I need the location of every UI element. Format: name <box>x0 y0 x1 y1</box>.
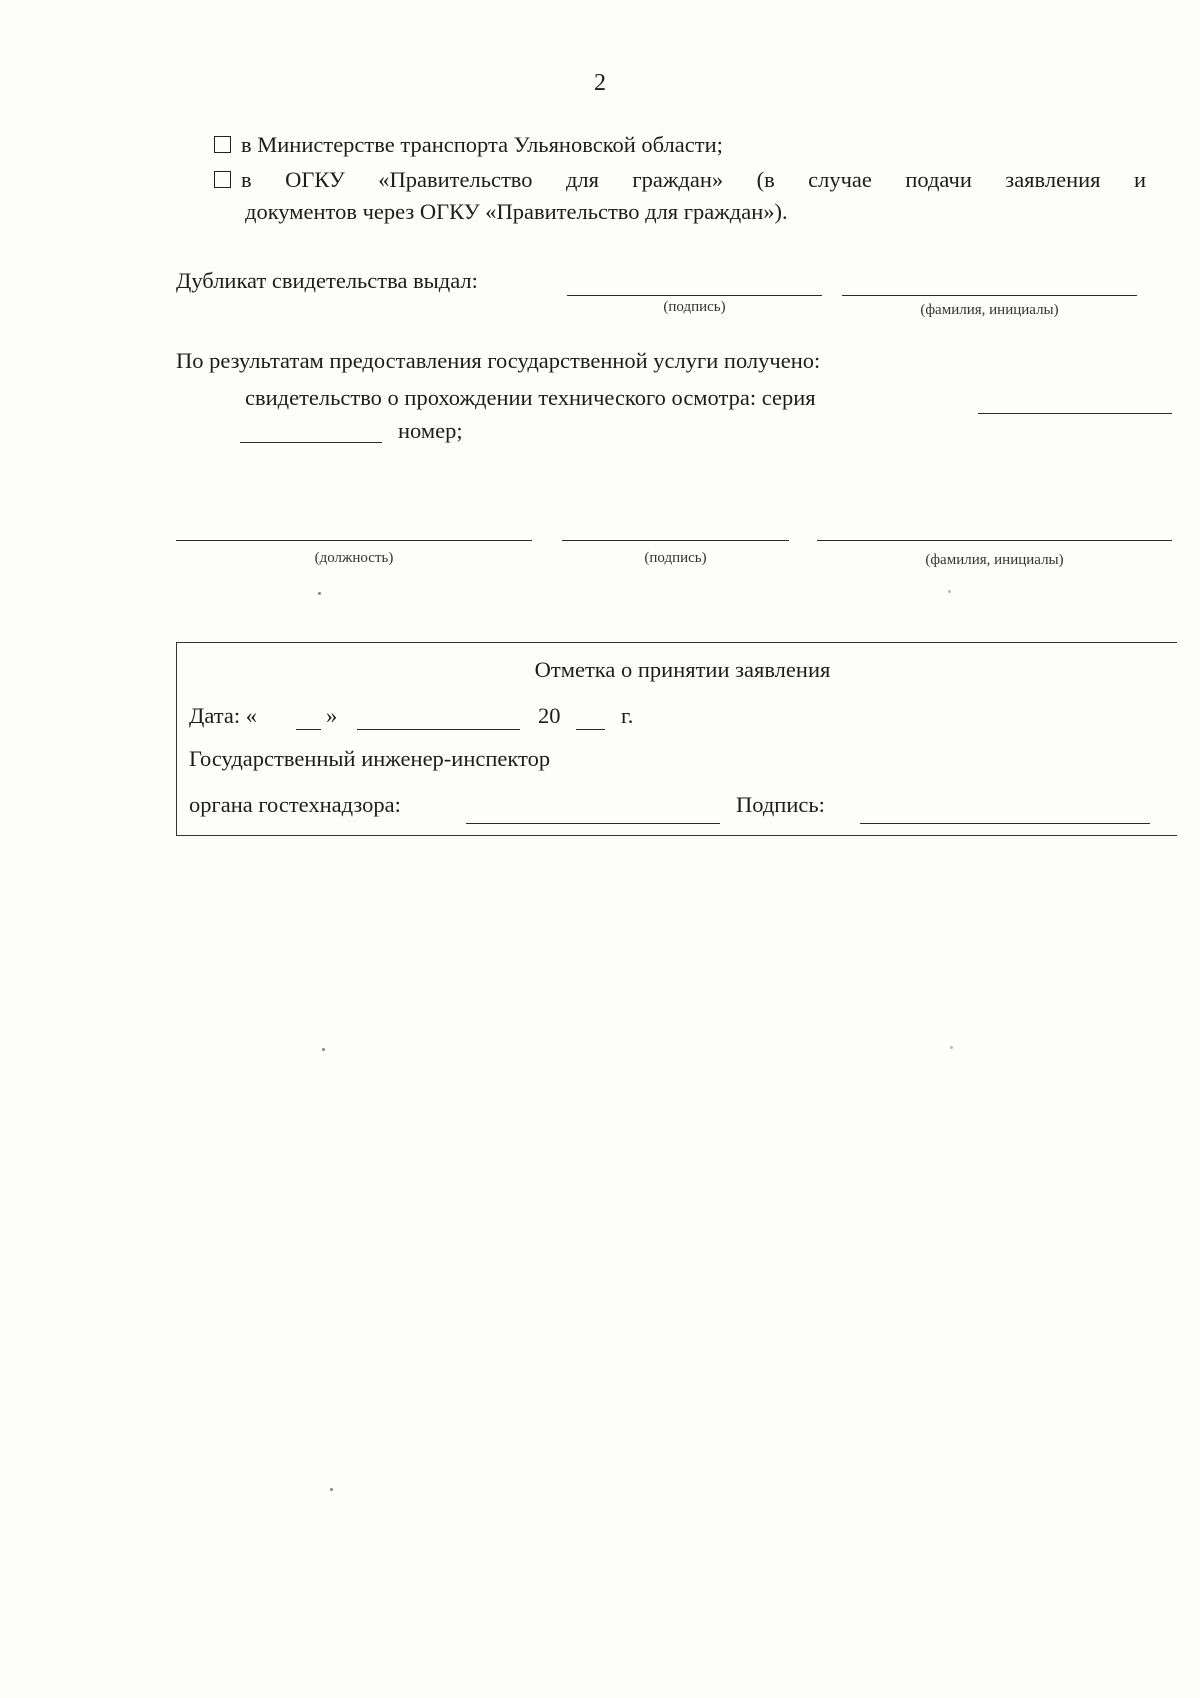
scan-dot <box>322 1048 325 1051</box>
checkbox-option-ogku <box>214 165 1146 195</box>
acceptance-title: Отметка о принятии заявления <box>534 657 831 682</box>
certificate-series-line[interactable] <box>978 413 1172 414</box>
position-line[interactable] <box>176 540 532 541</box>
page-number: 2 <box>594 70 606 96</box>
inspector-title: Государственный инженер-инспектор <box>189 746 551 771</box>
duplicate-issued-label: Дубликат свидетельства выдал: <box>176 268 478 293</box>
caption-signature: (подпись) <box>663 299 726 315</box>
name-line[interactable] <box>817 540 1172 541</box>
certificate-number-label: номер; <box>398 418 463 443</box>
scan-dot <box>950 1046 953 1049</box>
certificate-number-line[interactable] <box>240 442 382 443</box>
duplicate-name-line[interactable] <box>842 295 1137 296</box>
checkbox-icon[interactable] <box>214 136 231 153</box>
date-prefix: Дата: « <box>189 703 257 728</box>
date-month-line[interactable] <box>357 729 520 730</box>
date-year-line[interactable] <box>576 729 605 730</box>
acceptance-signature-line[interactable] <box>860 823 1150 824</box>
checkbox-option-ministry <box>214 130 723 160</box>
inspector-organ-label: органа гостехнадзора: <box>189 792 401 817</box>
certificate-series-label: свидетельство о прохождении технического осмотра: серия <box>245 385 816 410</box>
date-year-suffix: г. <box>621 703 634 728</box>
results-heading: По результатам предоставления государственной услуги получено: <box>176 348 821 373</box>
date-close-quote: » <box>326 703 338 728</box>
checkbox-label: в Министерстве транспорта Ульяновской области; <box>241 132 723 157</box>
caption-name: (фамилия, инициалы) <box>925 552 1064 568</box>
inspector-name-line[interactable] <box>466 823 720 824</box>
scan-dot <box>318 592 321 595</box>
signature-line[interactable] <box>562 540 789 541</box>
checkbox-icon[interactable] <box>214 171 231 188</box>
caption-name: (фамилия, инициалы) <box>920 302 1059 318</box>
date-day-line[interactable] <box>296 729 321 730</box>
acceptance-signature-label: Подпись: <box>736 792 825 817</box>
caption-signature: (подпись) <box>644 550 707 566</box>
checkbox-label-line2: документов через ОГКУ «Правительство для граждан»). <box>245 199 788 224</box>
checkbox-label-line1: в ОГКУ «Правительство для граждан» (в случае подачи заявления и <box>241 167 1146 192</box>
caption-position: (должность) <box>314 550 394 566</box>
scan-dot <box>330 1488 333 1491</box>
scan-dot <box>948 590 951 593</box>
date-year-prefix: 20 <box>538 703 561 728</box>
duplicate-signature-line[interactable] <box>567 295 822 296</box>
